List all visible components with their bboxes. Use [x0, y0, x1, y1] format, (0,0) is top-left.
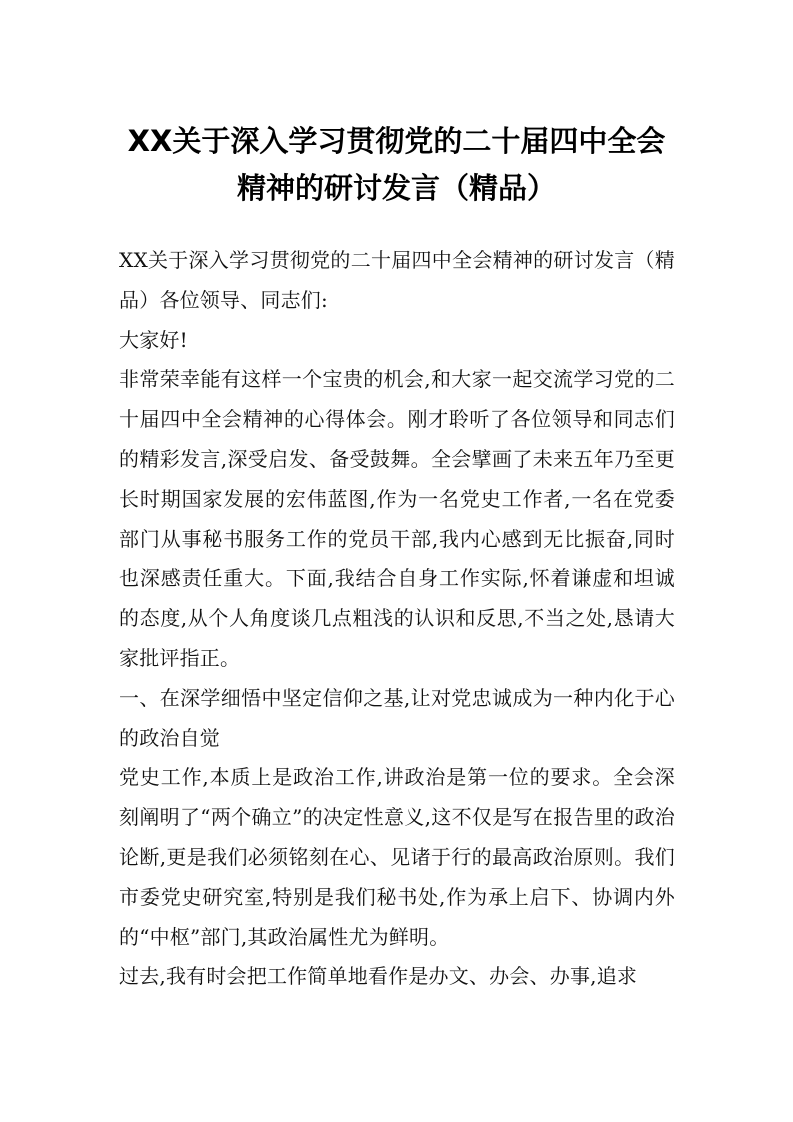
paragraph-greeting: 大家好!: [119, 327, 188, 352]
paragraph-continued: 过去,我有时会把工作简单地看作是办文、办会、办事,追求: [119, 964, 638, 989]
title-line-1: XX关于深入学习贯彻党的二十届四中全会: [127, 124, 666, 158]
paragraph-section-1: 党史工作,本质上是政治工作,讲政治是第一位的要求。全会深刻阐明了“两个确立”的决定性意义,这不仅是写在报告里的政治论断,更是我们必须铭刻在心、见诸于行的最高政治原则。我们市委党史研究室,特别是我们秘书处,作为承上启下、协调内外的“中枢”部门,其政治属性尤为鲜明。: [119, 765, 675, 949]
document-body: [119, 241, 675, 997]
document-title: [60, 118, 733, 212]
section-heading-1: 一、在深学细悟中坚定信仰之基,让对党忠诚成为一种内化于心的政治自觉: [119, 685, 675, 750]
title-line-2: 精神的研讨发言（精品）: [236, 171, 556, 205]
paragraph-intro: XX关于深入学习贯彻党的二十届四中全会精神的研讨发言（精品）各位领导、同志们:: [119, 248, 675, 312]
paragraph-opening: 非常荣幸能有这样一个宝贵的机会,和大家一起交流学习党的二十届四中全会精神的心得体会。刚才聆听了各位领导和同志们的精彩发言,深受启发、备受鼓舞。全会擘画了未来五年乃至更长时期国家发展的宏伟蓝图,作为一名党史工作者,一名在党委部门从事秘书服务工作的党员干部,我内心感到无比振奋,同时也深感责任重大。下面,我结合自身工作实际,怀着谦虚和坦诚的态度,从个人角度谈几点粗浅的认识和反思,不当之处,恳请大家批评指正。: [119, 367, 675, 670]
